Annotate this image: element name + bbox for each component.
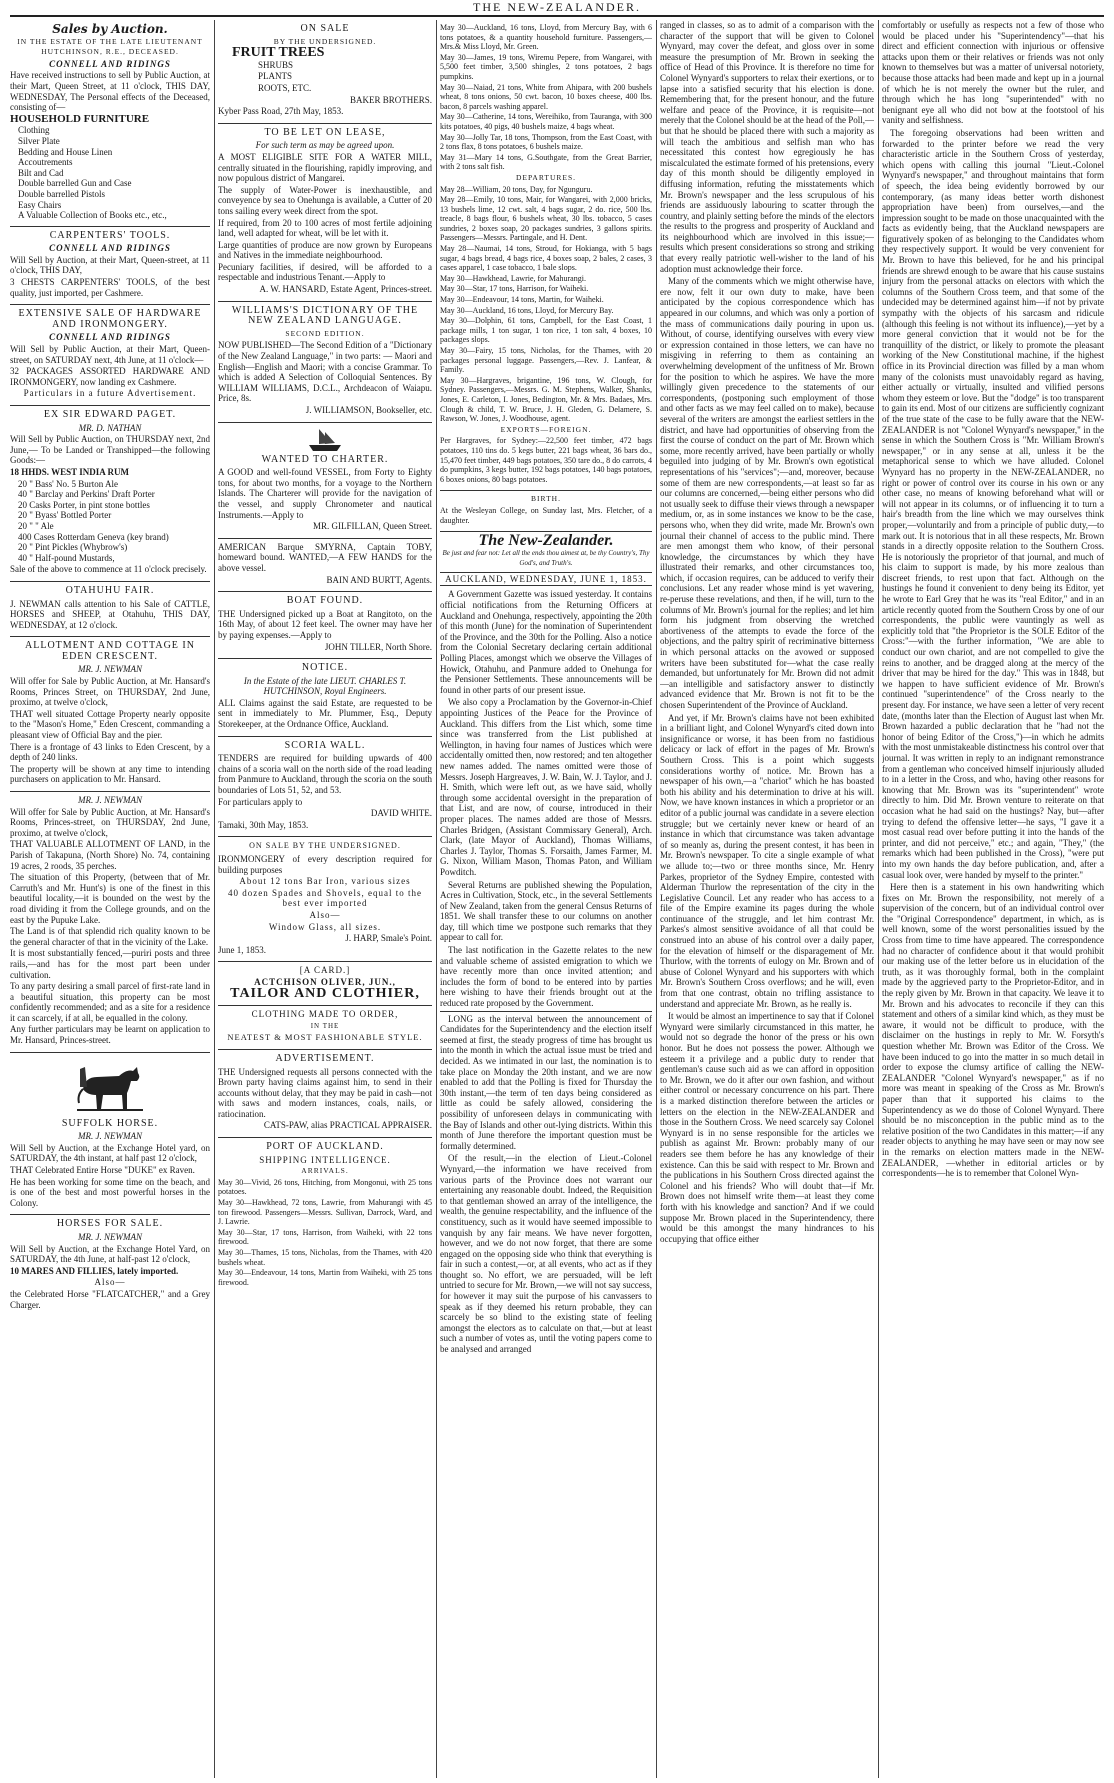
list-item: PLANTS [258, 71, 293, 82]
list-item: Also— [309, 909, 341, 920]
ad-body: Will offer for Sale by Public Auction, at Mr. Hansard's Rooms, Princes Street, on THURSDAY, 2nd June, proximo, at twelve o'clock, [10, 676, 210, 708]
ad-subtitle: For such term as may be agreed upon. [255, 140, 395, 151]
list-item: 40 " Barclay and Perkins' Draft Porter [18, 489, 155, 500]
column-1 [10, 20, 210, 1778]
section-label: EXPORTS—FOREIGN. [500, 424, 592, 434]
lot-text: THAT well situated Cottage Property nearly opposite to the "Mason's Home," Eden Crescent, commanding a pleasant view of Official Bay and the pier. [10, 708, 210, 741]
ad-note: Particulars in a future Advertisement. [23, 388, 197, 399]
ad-note: The property will be shown at any time to intending purchasers on application to Mr. Hansard. [10, 763, 210, 785]
list-item: ROOTS, ETC. [258, 82, 312, 93]
ad-boat-found [218, 592, 432, 659]
column-rule [656, 20, 657, 1778]
lot-text: 3 CHESTS CARPENTERS' TOOLS, of the best quality, just imported, per Cashmere. [10, 277, 210, 298]
lot-text: 10 MARES AND FILLIES, lately imported. [10, 1265, 179, 1276]
article-paragraph: It would be almost an impertinence to say that if Colonel Wynyard were similarly circumstanced in this matter, he would not so degrade the honor of the press or his own honor. But he does not possess the power. Although we esteem it a privilege and a public duty to render that gentleman's cause such aid as we can afford in opposition to Mr. Brown, we do it after our own fashion, and without either control or necessary concurrence on his part. There is a marked distinction therefore between the articles or letters on the election in the NEW-ZEALANDER and those in the Southern Cross. We need scarcely say Colonel Wynyard is in no sense responsible for the articles we publish as against Mr. Brown: probably many of our readers see them before he has any knowledge of their existence. Can this be said with respect to Mr. Brown and the publications in his Southern Cross directed against the Colonel and his friends? Who will doubt that—if Mr. Brown does not himself write them—at least they come forth with his knowledge and sanction? And if we could suppose Mr. Brown placed in the Superintendency, there would be this amongst the many hindrances to his occupying that office either [660, 1011, 874, 1244]
shipping-entry: May 30—Star, 17 tons, Harrison, from Waiheki, with 22 tons firewood. [218, 1227, 432, 1247]
ad-tailor [218, 962, 432, 1050]
shipping-entry: May 31—Mary 14 tons, G.Southgate, from the Great Barrier, with 2 tons salt fish. [440, 152, 652, 172]
shipping-entry: May 30—Catherine, 14 tons, Wereihiko, from Tauranga, with 300 kits potatoes, 40 pigs, 40 bushels maize, 4 bags wheat. [440, 112, 652, 131]
shipping-intelligence [218, 1138, 432, 1293]
ad-body: Will Sell by Public Auction, at their Mart, Queen-street, on SATURDAY next, 4th June, at 11 o'clock— [10, 344, 210, 365]
ad-detail: To any party desiring a small parcel of first-rate land in a beautiful situation, this property can be most confidently recommended; and as a site for a residence it can scarcely, if at all, be equalled in the colony. [10, 981, 210, 1023]
editorial-article [882, 20, 1104, 1179]
shipping-entry: May 30—Naiad, 21 tons, White from Ahipara, with 200 bushels wheat, 8 tons onions, 50 cwt. bacon, 10 boxes cheese, 400 lbs. bacon, 8 parcels washing apparel. [440, 82, 652, 111]
article-paragraph: We also copy a Proclamation by the Governor-in-Chief appointing Justices of the Peace for the Province of Auckland. This differs from the List which, some time since was transferred from the List published at Wellington, in having four names of Justices which were accidentally omitted then, now restored; and ten altogether new names added. The names omitted were those of Messrs. Joseph Hargreaves, J. W. Bain, W. J. Taylor, and J. H. Smith, which were left out, as we have said, wholly through some accidental oversight in the preparation of that List, and are now, of course, introduced in their proper places. The names added are those of Messrs. Charles Bridgen, (Assistant Commissary General), Arch. Clark, (late Mayor of Auckland), Thomas Williams, Charles J. Taylor, Thomas S. Forsaith, James Farmer, M. G. Nixon, William Mason, Thomas Paton, and William Powditch. [440, 697, 652, 877]
ad-trade: TAILOR AND CLOTHIER, [230, 985, 420, 1001]
article-paragraph: Several Returns are published shewing the Population, Acres in Cultivation, Stock, etc., in the several Settlements of New Zealand, taken from the general Census Returns of 1851. We shall transfer these to our columns on another day, till which time we postpone such remarks that they appear to call for. [440, 879, 652, 943]
ad-ironmongery [218, 837, 432, 962]
ad-title: PORT OF AUCKLAND. [266, 1141, 384, 1153]
list-item: Bedding and House Linen [18, 146, 113, 157]
auction-eden-crescent [10, 637, 210, 792]
ad-body: THE Undersigned requests all persons connected with the Brown party having claims against him, to send in their accounts without delay, that they may be paid in cash—not with saws and modern instances, coals, nails, or ratiocination. [218, 1066, 432, 1119]
lot-text: 18 HHDS. WEST INDIA RUM [10, 466, 129, 477]
ad-detail: Pecuniary facilities, if desired, will be afforded to a respectable and industrious Tenant.—Apply to [218, 261, 432, 283]
shipping-continued [440, 20, 652, 491]
ad-title: [A CARD.] [299, 965, 351, 976]
auction-takapuna [10, 792, 210, 1053]
ad-body: Will Sell by Public Auction, on THURSDAY next, 2nd June,— To be Landed or Transhipped—the following Goods:— [10, 434, 210, 466]
ad-title: EXTENSIVE SALE OF HARDWARE AND IRONMONGERY. [18, 308, 202, 330]
lot-text: THAT Celebrated Entire Horse "DUKE" ex Raven. [10, 1165, 195, 1176]
list-item: Double barrelled Pistols [18, 188, 105, 199]
ad-detail: The situation of this Property, (between that of Mr. Carruth's and Mr. Hunt's) is one of the finest in this beautiful locality,—it is bounded on the west by the road dividing it from the College grounds, and on the east by the Pupuke Lake. [10, 872, 210, 925]
ad-body: Will Sell by Auction, at the Exchange Hotel yard, on SATURDAY, the 4th instant, at half past 12 o'clock, [10, 1142, 210, 1164]
ad-body: THE Undersigned picked up a Boat at Rangitoto, on the 16th May, of about 12 feet keel. The owner may have her by paying expenses.—Apply to [218, 608, 432, 640]
ad-signature: MR. GILFILLAN, Queen Street. [313, 521, 432, 532]
ad-body: J. NEWMAN calls attention to his Sale of CATTLE, HORSES and SHEEP, at Otahuhu, THIS DAY, WEDNESDAY, at 12 o'clock. [10, 598, 210, 630]
ad-line: IN THE [310, 1021, 340, 1030]
auction-suffolk-horse [10, 1053, 210, 1216]
shipping-entry: May 30—Auckland, 16 tons, Lloyd, from Mercury Bay, with 6 tons potatoes, & a quantity household furniture. Passengers,—Mrs.& Miss Lloyd, Mr. Green. [440, 23, 652, 52]
ad-body: NOW PUBLISHED—The Second Edition of a "Dictionary of the New Zealand Language," in two parts: — Maori and English—English and Maori; with a concise Grammar. To which is added A Selection of Colloquial Sentences. By WILLIAM WILLIAMS, D.C.L., Archdeacon of Waiapu. Price, 8s. [218, 340, 432, 404]
ad-detail: For particulars apply to [218, 796, 303, 807]
ad-body: AMERICAN Barque SMYRNA, Captain TOBY, homeward bound. WANTED,—A FEW HANDS for the above vessel. [218, 541, 432, 573]
shipping-entry: May 30—James, 19 tons, Wiremu Pepere, from Wangarei, with 5,500 feet timber, 3,500 shingles, 2 tons potatoes, 2 bags pumpkins. [440, 52, 652, 81]
paper-title: The New-Zealander. [478, 532, 614, 550]
editorial-article [440, 589, 652, 1354]
shipping-entry: May 30—Hawkhead, Lawrie, for Mahurangi. [440, 273, 586, 283]
ad-detail: Large quantities of produce are now grown by Europeans and Natives in the immediate neighbourhood. [218, 239, 432, 261]
ad-body: Will offer for Sale by Public Auction, at Mr. Hansard's Rooms, Princes-street, on THURSDAY, 2nd June, proximo, at twelve o'clock, [10, 806, 210, 838]
ad-place: June 1, 1853. [218, 944, 266, 955]
ad-title: BOAT FOUND. [286, 595, 364, 607]
ad-subtitle: BY THE UNDERSIGNED. [273, 36, 377, 46]
auction-otahuhu-fair [10, 582, 210, 637]
column-2 [218, 20, 432, 1778]
shipping-entry: May 28—Emily, 10 tons, Mair, for Wangarei, with 2,000 bricks, 13 bushels lime, 12 cwt. salt, 4 bags sugar, 2 do. rice, 500 lbs. treacle, 8 bags flour, 6 bushels wheat, 30 lbs. tobacco, 5 cases sundries, 2 boxes soap, 20 packages sundries, 3 gallons spirits. Passengers—Messrs. Partingale, and H. Dent. [440, 195, 652, 243]
paper-motto: Be just and fear not: Let all the ends thou aimest at, be thy Country's, Thy God's, and Truth's. [442, 548, 650, 568]
ad-detail: He has been working for some time on the beach, and is one of the best and most powerful horses in the Colony. [10, 1176, 210, 1208]
ad-signature: JOHN TILLER, North Shore. [324, 641, 432, 652]
auction-household [10, 20, 210, 227]
shipping-entry: May 28—Naumai, 14 tons, Stroud, for Hokianga, with 5 bags sugar, 4 bags bread, 4 bags rice, 4 boxes soap, 2 bales, 2 cases, 3 cases apparel, 1 case tobacco, 1 bale slops. [440, 244, 652, 273]
list-item: Accoutrements [18, 157, 73, 168]
ad-body: IRONMONGERY of every description required for building purposes [218, 854, 432, 875]
section-label: ARRIVALS. [301, 1166, 349, 1176]
auctioneer: MR. J. NEWMAN [78, 1131, 142, 1142]
column-rule [878, 20, 879, 1778]
list-item: Easy Chairs [18, 199, 62, 210]
ad-title: EX SIR EDWARD PAGET. [43, 409, 177, 420]
list-item: 40 dozen Spades and Shovels, equal to the best ever imported [228, 887, 422, 909]
auctioneer: CONNELL AND RIDINGS [49, 332, 171, 343]
estate-line: IN THE ESTATE OF THE LATE LIEUTENANT HUTCHINSON, R.E., DECEASED. [17, 36, 203, 57]
shipping-entry: May 30—Star, 17 tons, Harrison, for Waiheki. [440, 284, 589, 294]
ad-line: CLOTHING MADE TO ORDER, [218, 1005, 432, 1020]
ad-title: WILLIAMS'S DICTIONARY OF THE NEW ZEALAND LANGUAGE. [231, 304, 419, 327]
auction-hardware [10, 305, 210, 406]
list-item: 40 " Half-pound Mustards, [18, 552, 115, 563]
auctioneer: MR. J. NEWMAN [78, 795, 142, 805]
column-3 [440, 20, 652, 1778]
list-item: 20 " Byass' Bottled Porter [18, 510, 112, 521]
auctioneer: MR. D. NATHAN [78, 422, 142, 433]
list-item: Clothing [18, 125, 50, 136]
masthead-rule [10, 15, 1104, 17]
ad-signature: J. WILLIAMSON, Bookseller, etc. [305, 405, 432, 415]
ad-title: SUFFOLK HORSE. [61, 1117, 159, 1129]
masthead: THE NEW-ZEALANDER. [473, 0, 641, 14]
section-subtitle: SHIPPING INTELLIGENCE. [259, 1154, 391, 1165]
article-paragraph: The last notification in the Gazette relates to the new and valuable scheme of assisted emigration to which we have recently more than once invited attention; and includes the form of bond to be entered into by parties here wishing to have their friends brought out at the reduced rate proposed by the Government. [440, 945, 652, 1009]
section-title: Sales by Auction. [52, 22, 168, 36]
ad-smyrna [218, 539, 432, 592]
shipping-entry: May 30—Endeavour, 14 tons, Martin from Waiheki, with 25 tons firewood. [218, 1268, 432, 1287]
ad-fruit-trees [218, 20, 432, 124]
ad-body: ALL Claims against the said Estate, are requested to be sent in immediately to Mr. Plummer, Esq., Deputy Storekeeper, at the Ordnance Office, Auckland. [218, 697, 432, 730]
ad-title: CARPENTERS' TOOLS. [49, 229, 171, 241]
auction-rum [10, 406, 210, 582]
auctioneer: CONNELL AND RIDINGS [49, 243, 171, 254]
ad-place: Tamaki, 30th May, 1853. [218, 819, 309, 830]
ad-notice [218, 659, 432, 737]
article-paragraph: Many of the comments which we might otherwise have, ere now, felt it our own duty to make, have been anticipated by the copious correspondence which has appeared in our columns, and which was only a portion of the mass of communications daily pouring in upon us. Without, of course, identifying ourselves with every view or expression contained in those letters, we can have no misgiving in referring to them as containing an overwhelming development of the unfitness of Mr. Brown for the position to which he aspires. We have the more willingly given precedence to the statements of our correspondents, (postponing such employment of those and other facts as we may feel called on to make), because several of the writers are amongst the earliest settlers in the district, and have had opportunities of observing from the first the course of conduct on the part of Mr. Brown which some, more recently arrived, have been partially or wholly beguiled into judging of by Mr. Brown's own egotistical representations of his "services";—and, moreover, because some of them are new correspondents,—at least so far as our columns are concerned,—being either persons who did not usually seek to diffuse their views through a newspaper medium, or, as in some instances we know to be the case, persons who, when they did write, made Mr. Brown's own journal their channel of access to the public mind. There are men amongst them who know, of their personal knowledge, the circumstances by which they have illustrated their remarks, and other circumstances too, which, if occasion requires, can be adduced to verify their conclusions. Let any reader whose mind is yet wavering, re-peruse these revelations, and then, if he will, turn to the columns of Mr. Brown's journal for the replies; and let him form his judgment from observing the wretched abortiveness of the attempts to evade the force of the objections, and the paltry spirit of recriminative bitterness in which personal attacks on the avowed or supposed writers have been substituted for—what the case really demanded, but unfortunately for Mr. Brown did not admit—an intelligible and satisfactory answer to distinctly advanced evidence that Mr. Brown is not fit to be the chosen Superintendent of the Province of Auckland. [660, 276, 874, 710]
ad-subtitle: In the Estate of the late LIEUT. CHARLES T. HUTCHINSON, Royal Engineers. [243, 675, 407, 697]
list-item: 20 " " Ale [18, 520, 54, 531]
ad-title: WANTED TO CHARTER. [261, 453, 389, 465]
column-rule [436, 20, 437, 1778]
ad-also: Also— [94, 1277, 126, 1288]
list-item: Double barrelled Gun and Case [18, 178, 132, 189]
ad-note: Sale of the above to commence at 11 o'clock precisely. [10, 564, 207, 575]
ad-detail: The Land is of that splendid rich quality known to be the general character of that in the vicinity of the Lake. [10, 926, 210, 947]
list-item: FRUIT TREES [232, 45, 325, 61]
shipping-entry: May 28—William, 20 tons, Day, for Ngunguru. [440, 184, 593, 194]
ad-line: NEATEST & MOST FASHIONABLE STYLE. [227, 1032, 423, 1043]
ad-body: Will Sell by Auction, at their Mart, Queen-street, at 11 o'clock, THIS DAY, [10, 254, 210, 276]
ad-note: Any further particulars may be learnt on application to Mr. Hansard, Princes-street. [10, 1024, 210, 1046]
ad-title: OTAHUHU FAIR. [65, 584, 155, 596]
list-item: 20 Casks Porter, in pint stone bottles [18, 499, 150, 510]
horse-illustration [75, 1059, 145, 1115]
shipping-entry: May 30—Auckland, 16 tons, Lloyd, for Mercury Bay. [440, 305, 614, 315]
ad-signature: DAVID WHITE. [370, 808, 432, 819]
list-item: 400 Cases Rotterdam Geneva (key brand) [18, 531, 169, 542]
ad-water-mill [218, 124, 432, 302]
auctioneer: CONNELL AND RIDINGS [49, 58, 171, 69]
column-5 [882, 20, 1104, 1778]
ad-detail: There is a frontage of 43 links to Eden Crescent, by a depth of 240 links. [10, 741, 210, 763]
list-item: Bilt and Cad [18, 167, 64, 178]
list-item: About 12 tons Bar Iron, various sizes [239, 876, 411, 887]
ad-place: Kyber Pass Road, 27th May, 1853. [218, 106, 344, 117]
shipping-entry: May 30—Vivid, 26 tons, Hitching, from Mongonui, with 25 tons potatoes. [218, 1177, 432, 1197]
lot-heading: HOUSEHOLD FURNITURE [10, 112, 150, 125]
ad-body: Have received instructions to sell by Public Auction, at their Mart, Queen Street, at 11 o'clock, THIS DAY, WEDNESDAY, The Personal effects of the Deceased, consisting of— [10, 70, 210, 113]
ad-title: ALLOTMENT AND COTTAGE IN EDEN CRESCENT. [25, 640, 195, 662]
shipping-entry: May 30—Fairy, 15 tons, Nicholas, for the Thames, with 20 packages personal luggage. Passengers,—Rev. J. Lanfear, & Family. [440, 346, 652, 375]
lot-text: THAT VALUABLE ALLOTMENT OF LAND, in the Parish of Takapuna, (North Shore) No. 74, containing 19 acres, 2 roods, 35 perches. [10, 839, 210, 871]
article-paragraph: The foregoing observations had been written and forwarded to the printer before we read the very characteristic article in the Southern Cross of yesterday, which opens with calling this journal "Lieut.-Colonel Wynyard's newspaper," and throughout maintains that form of speech, the idea being evidently borrowed by our contemporary, (as many ideas better worth dishonest appropriation have been) from ourselves,—and the impression sought to be made on those unacquainted with the facts as evidently being, that the Auckland newspapers are figuratively spoken of as belonging to the Candidates whom they respectively support. It would be very convenient for Mr. Brown to have this believed, for he and his principal friends are shrewd enough to be aware that his cause sustains injury from the personal attacks on electors with which the columns of the Southern Cross teem, and that some of the undecided may be determined against him—if not by private sympathy with the objects of his sarcasm and ridicule (although this feeling is not without its influence),—yet by a more general conviction that it would not be for the tranquillity of the district, or likely to promote the pleasant working of the New Constitutional machine, if the highest office in its Provincial direction was filled by a man whom many of the colonists must unavoidably regard as having, either actually or virtually, insulted and vilified persons whom they esteem or love. But the "dodge" is too transparent to gain its end. Most of our citizens are sufficiently cognizant of the true state of the case to be fully aware that the NEW-ZEALANDER is not "Colonel Wynyard's newspaper," in the sense in which the Southern Cross is "Mr. William Brown's newspaper," or in any sense at all, unless it be the metaphorical sense to which we have alluded. Colonel Wynyard has no property in the NEW-ZEALANDER, no right or power of control over its course in his own or any other case, no means of knowing beforehand what will or will not appear in its columns, or of influencing it to turn a hair's breadth from the line which we may ourselves think proper,—voluntarily and from a principle of public duty,—to mark out. It is notorious that in all these respects, Mr. Brown stands in a directly opposite relation to the Southern Cross. He is notoriously the proprietor of that journal, and much of his claim to support is made, by his more zealous than discreet friends, to rest upon that fact. Although on the hustings he found it convenient to deny being its Editor, yet he wrote to Earl Grey that he was its "real Editor," and in an article recently quoted from the Southern Cross by one of our correspondents, the public were vauntingly as well as explicitly told that "the Proprietor is the SOLE Editor of the Cross:"—with the further information, "We are able to conduct our own chariot, and are not compelled to give the reins to another, and be dragged along at the mercy of the driver that may be hired for the day." This was in 1848, but we happen to have sufficient evidence of Mr. Brown's continued "superintendence" of the Cross nearly to the present day. For instance, we have seen a letter of very recent date, (months later than the Election of August last when Mr. Brown hazarded a public declaration that he "had not the honor of being Editor of the Cross,")—in which he admits with the most unmistakeable distinctness his control over that journal. It was written in reply to an indignant remonstrance from a gentleman who conceived himself injuriously alluded to in a letter in the Cross, and who, having other reasons for knowing that Mr. Brown was its "superintendent" wrote directly to him. Did Mr. Brown venture to reiterate on that occasion what he had said on the hustings? Nay, but—after trying to defend the offensive letter—he says, "I gave it a most casual read over before putting it into the hands of the printer, and did not perceive," etc.; and again, "They," (the remarks which had been published in the Cross), "were put into my own hands the day before publication, and, after a casual look over, were handed by myself to the printer." [882, 127, 1104, 880]
column-rule [214, 20, 215, 1778]
shipping-entry: May 30—Hargraves, brigantine, 196 tons, W. Clough, for Sydney. Passengers,—Messrs. G. M. Stephens, Walker, Shanks, Jones, E. Carleton, I. Jones, Bedington, Mr. & Mrs. Badaes, Mrs. Clough & child, T. W. Bruce, J. H. Gleden, G. Delamere, S. Rawson, W. Jones, J. Woodhouse, agent. [440, 375, 652, 424]
ad-signature: J. HARP, Smale's Point. [345, 933, 432, 944]
article-paragraph: ranged in classes, so as to admit of a comparison with the character of the support that will be given to Colonel Wynyard, may cover the defeat, and gloss over in some measure the presumption of Mr. Brown in seeking the office of Head of this Province. It is therefore no time for Colonel Wynyard's supporters to relax their exertions, or to lapse into a satisfied security that his election is done. Remembering that, for the present honour, and the future welfare and peace of the Province, it is requisite—not merely that the Colonel should be at the head of the Poll,—but that he should be placed there with such a majority as will teach the ambitious and selfish man who has necessitated this contest how egregiously he has miscalculated the estimate formed of his pretensions, every day of this month should be diligently employed in diffusing information, refuting the misstatements which Mr. Brown's newspaper and the less scrupulous of his friends are assiduously labouring to scatter through the country, and plainly setting before the minds of the electors the results to the progress and prosperity of Auckland and its neighbourhood which are involved in this issue;—results which present considerations so strong and striking that every really patriotic well-wisher to the land of his adoption must acknowledge their force. [660, 20, 874, 274]
article-paragraph: Here then is a statement in his own handwriting which fixes on Mr. Brown the responsibility, not merely of a supervision of the concern, but of an individual control over the "Original Correspondence" department, in which, as is well known, some of the worst personalities issued by the Cross from time to time have appeared. The correspondence had no character of confidence about it that would prohibit our making use of the letter before us in elucidation of the truth, as it was thoroughly formal, both in the complaint made by the aggrieved party to the Proprietor-Editor, and in the reply given by Mr. Brown in that capacity. We leave it to Mr. Brown and his advocates to reconcile if they can this statement and others of a similar kind which, as they must be aware, it would not be difficult to produce, with the disclaimer on the hustings in reply to Mr. W. Forsyth's question whether Mr. Brown was Editor of the Cross. We have been induced to go into the matter in so much detail in order to expose the clumsy artifice of calling the NEW-ZEALANDER "Colonel Wynyard's newspaper," as if no more was meant in speaking of the Cross as Mr. Brown's paper than that it supported his claims to the Superintendency as we do those of Colonel Wynyard. There should be no misconception in the public mind as to the relative position of the two Candidates in this matter;—if any reader objects to anything he may have seen or may now see in the remarks on election matters made in the NEW-ZEALANDER, —whether in editorial articles or by correspondents—he is to remember that Colonel Wyn- [882, 882, 1104, 1179]
shipping-entry: May 30—Hawkhead, 72 tons, Lawrie, from Mahurangi with 45 ton firewood. Passengers—Messrs. Sullivan, Darrock, Ward, and J. Lawrie. [218, 1198, 432, 1227]
ad-signature: A. W. HANSARD, Estate Agent, Princes-street. [259, 284, 432, 295]
ad-detail: If required, from 20 to 100 acres of most fertile adjoining land, well adapted for wheat, will be let with it. [218, 217, 432, 239]
article-paragraph: And yet, if Mr. Brown's claims have not been exhibited in a brilliant light, and Colonel Wynyard's cited down into insignificance or worse, it has been from no fastidious delicacy or lack of effort in the pages of Mr. Brown's Southern Cross. This is a point which suggests considerations worthy of notice. Mr. Brown has a newspaper of his own,—a "chariot" which he has boasted both his ability and his determination to drive at his will. Now, we have known instances in which a proprietor or an editor of a public journal was candidate in a severe election struggle; but we certainly never knew or heard of an instance in which that circumstance was taken advantage of so meanly as, during the present contest, it has been in Mr. Brown's newspaper. To cite a single example of what we allude to;—two or three months since, Mr. Henry Parkes, proprietor of the Sydney Empire, contested with Alderman Thurlow the representation of the city in the Legislative Council. Let any reader who has access to a file of the Empire examine its pages during the whole continuance of the struggle, and let him contrast Mr. Parkes's almost sensitive avoidance of all that could be construed into an abuse of his control over a daily paper, for the elevation of himself or the disparagement of Mr. Thurlow, with the torrents of eulogy on Mr. Brown and of abuse of Colonel Wynyard and his supporters with which Mr. Brown's Southern Cross overflows; and he will, even from that one contrast, obtain no trifling assistance to understand and appreciate Mr. Brown, as he really is. [660, 712, 874, 1009]
ad-scoria-wall [218, 737, 432, 838]
article-paragraph: LONG as the interval between the announcement of Candidates for the Superintendency and the election itself seemed at first, the steady progress of time has brought us into the month in which the actual issue must be tried and decided. As we intimated in our last, the nomination is to take place on Monday the 20th instant, and we are now enabled to add that the Polling is fixed for Thursday the 30th instant,—the term of ten days being considered as little as could be safely allowed, considering the possibility of unforeseen delays in communicating with the Bay of Islands and other out-lying districts. Within this month of June therefore the important question must be formally determined. [440, 1011, 652, 1152]
section-label: DEPARTURES. [515, 172, 577, 182]
ad-title: SCORIA WALL. [284, 739, 366, 751]
ad-body: Will Sell by Auction, at the Exchange Hotel Yard, on SATURDAY, the 4th June, at half-past 12 o'clock, [10, 1243, 210, 1265]
ad-detail: The supply of Water-Power is inexhaustible, and conveyence by sea to Onehunga is available, a Cutter of 20 tons sailing every week direct from the spot. [218, 184, 432, 216]
birth-text: At the Wesleyan College, on Sunday last, Mrs. Fletcher, of a daughter. [440, 505, 652, 525]
ad-body: A MOST ELIGIBLE SITE FOR A WATER MILL, centrally situated in the flourishing, rapidly improving, and now populous district of Mangarei. [218, 151, 432, 184]
list-item: Window Glass, all sizes. [268, 921, 382, 932]
ad-title: ON SALE [300, 23, 350, 34]
ad-advertisement [218, 1050, 432, 1138]
article-paragraph: Of the result,—in the election of Lieut.-Colonel Wynyard,—the information we have received from various parts of the Province does not warrant our entertaining any reasonable doubt. Indeed, the Requisition to that gentleman showed an array of the intelligence, the wealth, the genuine respectability, and the influence of the constituency, such as it would have seemed impossible to vanquish by any fair means. We have never forgotten, however, and we do not now forget, that there are some engaged on the opposing side who think that everything is fair in such a contest,—or, at all events, who act as if they thought so. No effort, we are persuaded, will be left untried to secure for Mr. Brown,—we will not say success, for however it may suit the purpose of his canvassers to speak as if they deemed his return probable, they can scarcely be so blind to the existing state of feeling amongst the electors as to calculate on that,—but at least such a number of votes as, until the voting papers come to be analysed and arranged [440, 1153, 652, 1355]
ad-charter [218, 423, 432, 539]
shipping-entry: May 30—Endeavour, 14 tons, Martin, for Waiheki. [440, 295, 604, 305]
ad-title: NOTICE. [301, 662, 349, 674]
article-paragraph: comfortably or usefully as respects not a few of those who would be placed under his "Superintendency"—that his direct and efficient connection with injurious or offensive attacks upon them or their relatives or friends was not only known to themselves but was a matter of universal notoriety, because those attacks had been made and kept up in a journal of which he is not merely the owner but the ruler, and through which he has long "superintended" with no benignant eye all who did not bow at the footstool of his vanity and selfishness. [882, 20, 1104, 126]
ad-dictionary [218, 302, 432, 423]
shipping-entry: May 30—Thames, 15 tons, Nicholas, from the Thames, with 420 bushels wheat. [218, 1248, 432, 1267]
auctioneer: MR. J. NEWMAN [78, 664, 142, 675]
ad-signature: CATS-PAW, alias PRACTICAL APPRAISER. [263, 1120, 432, 1131]
lot-text: 32 PACKAGES ASSORTED HARDWARE AND IRONMONGERY, now landing ex Cashmere. [10, 366, 210, 387]
column-4 [660, 20, 874, 1778]
article-paragraph: A Government Gazette was issued yesterday. It contains official notifications from the Returning Officers at Auckland and Onehunga, respectively, appointing the 20th of this month (June) for the nomination of Superintendent of the Province, and the 30th for the Polling. Also a notice from the Colonial Secretary declaring certain additional Polling Places, amongst which we observe the Villages of Howick, Otahuhu, and Panmure added to Onehunga for the Pensioner Settlements. These announcements will be found in other parts of our present issue. [440, 589, 652, 695]
auction-carpenters-tools [10, 227, 210, 306]
list-item: Silver Plate [18, 135, 60, 146]
ad-title: TO BE LET ON LEASE, [264, 126, 386, 138]
ad-name: ACTCHISON OLIVER, JUN., [254, 976, 396, 987]
ad-detail: the Celebrated Horse "FLATCATCHER," and a Grey Charger. [10, 1288, 210, 1310]
ad-title: ON SALE BY THE UNDERSIGNED. [249, 841, 401, 851]
ship-icon [305, 427, 345, 453]
section-label: BIRTH. [531, 494, 561, 504]
editorial-article [660, 20, 874, 1244]
ad-signature: BAKER BROTHERS. [349, 94, 432, 105]
auction-horses [10, 1215, 210, 1316]
birth-notice [440, 491, 652, 532]
ad-subtitle: SECOND EDITION. [285, 328, 365, 338]
list-item: 20 " Pint Pickles (Whybrow's) [18, 542, 128, 553]
list-item: SHRUBS [258, 59, 294, 70]
shipping-entry: May 30—Jolly Tar, 18 tons, Thompson, from the East Coast, with 2 tons flax, 8 tons potatoes, 6 bushels maize. [440, 132, 652, 152]
auctioneer: MR. J. NEWMAN [78, 1232, 142, 1242]
ad-signature: BAIN AND BURTT, Agents. [326, 574, 432, 585]
ad-body: A GOOD and well-found VESSEL, from Forty to Eighty tons, for about two months, for a voyage to the Northern Islands. The Charterer will provide for the navigation of the vessel, and supply Chronometer and nautical Instruments.—Apply to [218, 467, 432, 520]
shipping-entry: May 30—Dolphin, 61 tons, Campbell, for the East Coast, 1 package mills, 1 ton sugar, 1 ton rice, 1 ton salt, 4 boxes, 10 packages slops. [440, 316, 652, 345]
ad-detail: It is most substantially fenced,—puriri posts and three rails,—and has for the most part been under cultivation. [10, 948, 210, 980]
exports-text: Per Hargraves, for Sydney:—22,500 feet timber, 472 bags potatoes, 110 tins do. 5 kegs butter, 221 bags wheat, 36 bars do., 15,470 feet timber, 449 bags potatoes, 350 tare do., 8 do carrots, 4 do pumpkins, 3 kegs butter, 192 bags potatoes, 140 bags potatoes, 6 boxes onions, 80 bags potatoes. [440, 436, 652, 484]
list-item: A Valuable Collection of Books etc., etc., [18, 210, 167, 221]
ad-body: TENDERS are required for building upwards of 400 chains of a scoria wall on the north side of the road leading from Panmure to Auckland, through the scoria on the south boundaries of Lots 51, 52, and 53. [218, 753, 432, 796]
list-item: 20 " Bass' No. 5 Burton Ale [18, 478, 119, 489]
dateline: AUCKLAND, WEDNESDAY, JUNE 1, 1853. [440, 572, 652, 587]
ad-title: ADVERTISEMENT. [275, 1052, 375, 1064]
ad-title: HORSES FOR SALE. [56, 1218, 164, 1230]
